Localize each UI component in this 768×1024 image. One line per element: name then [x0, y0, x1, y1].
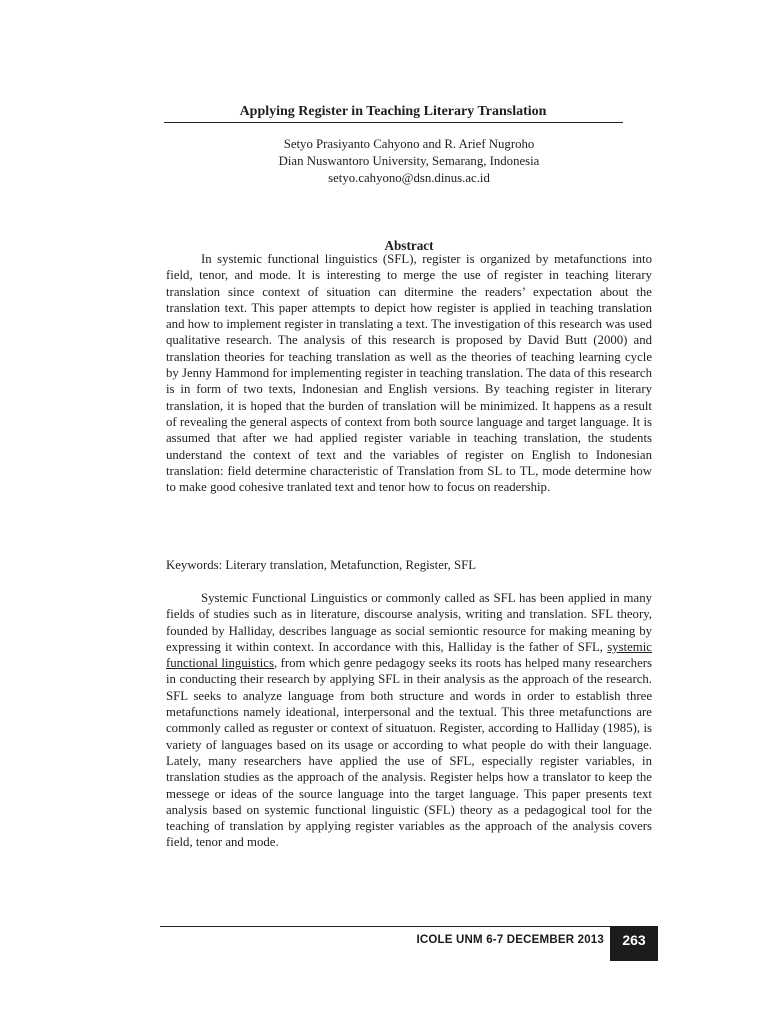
author-block	[164, 136, 654, 187]
footer-divider	[160, 926, 657, 927]
author-names: Setyo Prasiyanto Cahyono and R. Arief Nugroho	[283, 137, 535, 151]
conference-label: ICOLE UNM 6-7 DECEMBER 2013	[416, 934, 604, 946]
title-divider	[164, 122, 623, 123]
page-number-badge	[610, 926, 658, 961]
sfl-link[interactable]: systemic functional linguistics	[166, 639, 652, 671]
page-number: 263	[622, 932, 646, 948]
introduction-paragraph	[166, 590, 652, 851]
author-email: setyo.cahyono@dsn.dinus.ac.id	[328, 171, 490, 185]
keywords-line: Keywords: Literary translation, Metafunction, Register, SFL	[166, 558, 477, 572]
intro-text-part-2: , from which genre pedagogy seeks its roots has helped many researchers in conducting their research by applying SFL in their analysis as the approach of the research. SFL seeks to analyze language from both structure and words in order to establish three metafunctions namely ideational, interpersonal and the textual. This three metafunctions are commonly called as reguster or context of situatuon. Register, according to Halliday (1985), is variety of languages based on its usage or according to what people do with their language. Lately, many researchers have applied the use of SFL, especially register variables, in translation studies as the approach of the analysis. Register helps how a translator to keep the messege or ideas of the source language into the target language. This paper presents text analysis based on systemic functional linguistic (SFL) theory as a pedagogical tool for the teaching of translation by applying register variables as the approach of the analysis covers field, tenor and mode.	[166, 656, 652, 850]
author-affiliation: Dian Nuswantoro University, Semarang, Indonesia	[278, 154, 540, 168]
intro-text-part-1: Systemic Functional Linguistics or commonly called as SFL has been applied in many fields of studies such as in literature, discourse analysis, writing and translation. SFL theory, founded by Halliday, describes language as social semiontic resource for making meaning by expressing it within context. In accordance with this, Halliday is the father of SFL,	[166, 591, 652, 654]
abstract-paragraph: In systemic functional linguistics (SFL), register is organized by metafunctions into field, tenor, and mode. It is interesting to merge the use of register in teaching literary translation since context of situation can ditermine the readers’ expectation about the translation text. This paper attempts to depict how register is applied in teaching translation and how to implement register in translating a text. The investigation of this research was used qualitative research. The analysis of this research is proposed by David Butt (2000) and translation theories for teaching translation as well as the theories of teaching learning cycle by Jenny Hammond for implementing register in teaching translation. The data of this research is in form of two texts, Indonesian and English versions. By teaching register in literary translation, it is hoped that the burden of translation will be minimized. It happens as a result of revealing the general aspects of context from both source language and target language. It is assumed that after we had applied register variable in teaching translation, the students understand the context of text and the variables of register on English to Indonesian translation: field determine characteristic of Translation from SL to TL, mode determine how to make good cohesive tranlated text and tenor how to focus on readership.	[166, 252, 652, 495]
paper-title: Applying Register in Teaching Literary Translation	[239, 104, 547, 119]
abstract-heading: Abstract	[384, 238, 434, 253]
